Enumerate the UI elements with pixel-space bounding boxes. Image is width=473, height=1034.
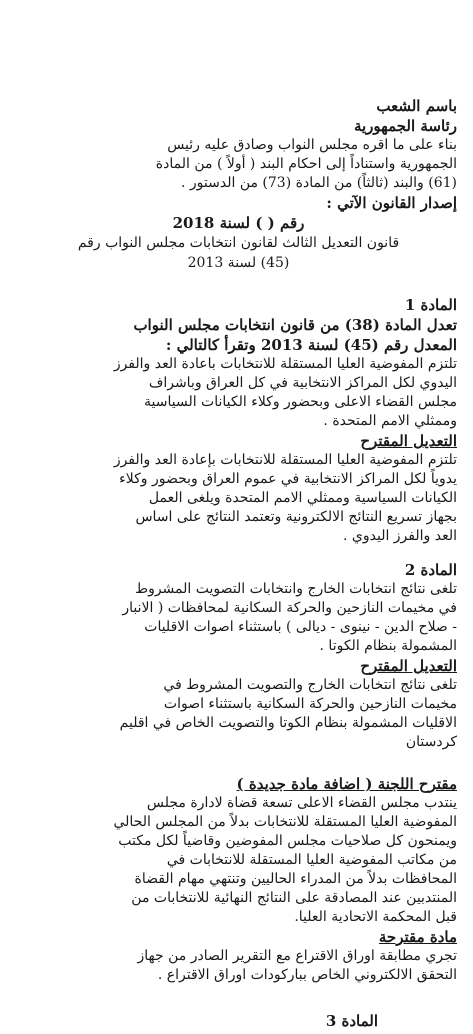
header-people: باسم الشعب — [376, 97, 457, 115]
article-1-proposed-heading: التعديل المقترح — [360, 432, 457, 450]
law-number: رقم ( ) لسنة 2018 — [172, 214, 305, 232]
article-1-heading: المادة 1 — [404, 296, 457, 314]
article-1-sub-2: المعدل رقم (45) لسنة 2013 وتقرأ كالتالي : — [165, 336, 457, 354]
article-1-proposed-1: تلتزم المفوضية العليا المستقلة للانتخابات بإعادة العد والفرز — [113, 452, 457, 468]
committee-text-3: ويمنحون كل صلاحيات مجلس المفوضين وقاضياً لكل مكتب — [118, 833, 457, 849]
law-title-2: (45) لسنة 2013 — [187, 255, 290, 271]
committee-proposed-1: تجري مطابقة اوراق الاقتراع مع التقرير الصادر من جهاز — [137, 948, 457, 964]
article-1-text-2: اليدوي لكل المراكز الانتخابية في كل العراق وباشراف — [148, 375, 457, 391]
article-1-proposed-2: يدوياً لكل المراكز الانتخابية في عموم العراق وبحضور وكلاء — [119, 471, 457, 487]
article-1-sub-1: تعدل المادة (38) من قانون انتخابات مجلس النواب — [133, 316, 457, 334]
article-2-text-3: - صلاح الدين - نينوى - ديالى ) باستثناء اصوات الاقليات — [144, 619, 457, 635]
committee-text-6: المنتدبين عند المصادقة على النتائج النهائية للانتخابات من — [131, 890, 457, 906]
committee-proposed-heading: مادة مقترحة — [378, 928, 457, 946]
article-2-heading: المادة 2 — [404, 561, 457, 579]
article-1-text-3: مجلس القضاء الاعلى وبحضور وكلاء الكيانات السياسية — [144, 394, 457, 410]
article-2-proposed-4: كردستان — [405, 734, 457, 750]
article-2-text-4: المشمولة بنظام الكوتا . — [319, 638, 457, 654]
article-2-proposed-3: الاقليات المشمولة بنظام الكوتا والتصويت الخاص في اقليم — [119, 715, 457, 731]
law-title-1: قانون التعديل الثالث لقانون انتخابات مجلس النواب رقم — [77, 235, 400, 251]
article-1-text-4: وممثلي الامم المتحدة . — [323, 413, 457, 429]
article-1-proposed-4: بجهاز تسريع النتائج الالكترونية وتعتمد النتائج على اساس — [135, 509, 457, 525]
article-2-text-1: تلغى نتائج انتخابات الخارج وانتخابات التصويت المشروط — [135, 581, 457, 597]
issuance-line: إصدار القانون الآتي : — [326, 194, 457, 212]
article-2-proposed-heading: التعديل المقترح — [360, 657, 457, 675]
intro-line-1: بناء على ما اقره مجلس النواب وصادق عليه رئيس — [167, 137, 457, 153]
committee-text-2: المفوضية العليا المستقلة للانتخابات بدلاً من المجلس الحالي — [113, 814, 457, 830]
article-1-proposed-3: الكيانات السياسية وممثلي الامم المتحدة ويلغى العمل — [148, 490, 457, 506]
committee-proposed-2: التحقق الالكتروني الخاص بباركودات اوراق الاقتراع . — [157, 967, 457, 983]
header-presidency: رئاسة الجمهورية — [353, 117, 457, 135]
committee-text-7: قبل المحكمة الاتحادية العليا. — [294, 909, 457, 925]
document-page — [20, 96, 457, 985]
article-2-text-2: في مخيمات النازحين والحركة السكانية لمحافظات ( الانبار — [122, 600, 457, 616]
article-1-proposed-5: العد والفرز اليدوي . — [343, 528, 457, 544]
intro-line-3: (61) والبند (ثالثاً) من المادة (73) من الدستور . — [181, 175, 457, 191]
committee-text-5: المحافظات بدلاً من المدراء الحاليين وتنتهي مهام القضاة — [134, 871, 457, 887]
article-1-text-1: تلتزم المفوضية العليا المستقلة للانتخابات باعادة العد والفرز — [113, 356, 457, 372]
committee-text-1: ينتدب مجلس القضاء الاعلى تسعة قضاة لادارة مجلس — [146, 795, 457, 811]
committee-heading: مقترح اللجنة ( اضافة مادة جديدة ) — [236, 775, 457, 793]
committee-text-4: من مكاتب المفوضية العليا المستقلة للانتخابات في — [166, 852, 457, 868]
article-2-proposed-1: تلغى نتائج انتخابات الخارج والتصويت المشروط في — [163, 677, 457, 693]
article-2-proposed-2: مخيمات النازحين والحركة السكانية باستثناء اصوات — [163, 696, 457, 712]
intro-line-2: الجمهورية واستناداً إلى احكام البند ( أولاً ) من المادة — [155, 156, 457, 172]
article-3-heading: المادة 3 — [325, 1012, 378, 1030]
